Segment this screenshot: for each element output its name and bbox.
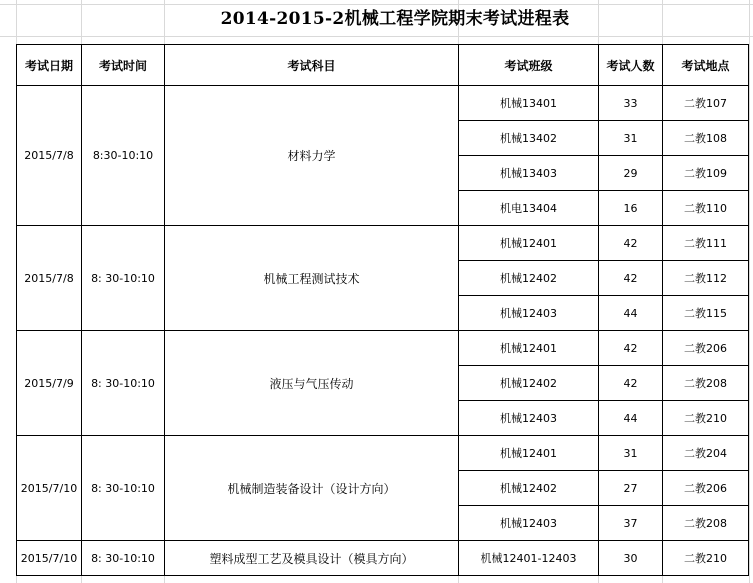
header-exam-room[interactable]: 考试地点 bbox=[663, 45, 749, 86]
header-exam-class[interactable]: 考试班级 bbox=[459, 45, 599, 86]
exam-date-cell[interactable]: 2015/7/10 bbox=[17, 436, 82, 541]
exam-class-cell[interactable]: 机电13404 bbox=[459, 191, 599, 226]
page-title: 2014-2015-2机械工程学院期末考试进程表 bbox=[220, 9, 570, 29]
exam-room-cell[interactable]: 二教112 bbox=[663, 261, 749, 296]
exam-room-cell[interactable]: 二教204 bbox=[663, 436, 749, 471]
exam-room-cell[interactable]: 二教210 bbox=[663, 401, 749, 436]
exam-count-cell[interactable]: 16 bbox=[599, 191, 663, 226]
exam-count-cell[interactable]: 42 bbox=[599, 331, 663, 366]
exam-room-cell[interactable]: 二教210 bbox=[663, 541, 749, 576]
exam-count-cell[interactable]: 27 bbox=[599, 471, 663, 506]
table-row bbox=[17, 331, 749, 366]
exam-room-cell[interactable]: 二教115 bbox=[663, 296, 749, 331]
exam-room-cell[interactable]: 二教110 bbox=[663, 191, 749, 226]
exam-date-cell[interactable]: 2015/7/8 bbox=[17, 226, 82, 331]
exam-count-cell[interactable]: 42 bbox=[599, 261, 663, 296]
exam-date-cell[interactable]: 2015/7/8 bbox=[17, 86, 82, 226]
exam-room-cell[interactable]: 二教109 bbox=[663, 156, 749, 191]
exam-count-cell[interactable]: 30 bbox=[599, 541, 663, 576]
exam-subject-cell[interactable]: 材料力学 bbox=[165, 86, 459, 226]
exam-subject-cell[interactable]: 机械制造装备设计（设计方向） bbox=[165, 436, 459, 541]
table-row bbox=[17, 436, 749, 471]
exam-count-cell[interactable]: 29 bbox=[599, 156, 663, 191]
exam-room-cell[interactable]: 二教208 bbox=[663, 506, 749, 541]
exam-class-cell[interactable]: 机械13401 bbox=[459, 86, 599, 121]
exam-class-cell[interactable]: 机械12402 bbox=[459, 261, 599, 296]
exam-subject-cell[interactable]: 机械工程测试技术 bbox=[165, 226, 459, 331]
table-row bbox=[17, 86, 749, 121]
exam-room-cell[interactable]: 二教206 bbox=[663, 471, 749, 506]
exam-class-cell[interactable]: 机械13402 bbox=[459, 121, 599, 156]
header-exam-count[interactable]: 考试人数 bbox=[599, 45, 663, 86]
exam-class-cell[interactable]: 机械12401-12403 bbox=[459, 541, 599, 576]
exam-count-cell[interactable]: 42 bbox=[599, 366, 663, 401]
exam-date-cell[interactable]: 2015/7/10 bbox=[17, 541, 82, 576]
sheet-gridline bbox=[0, 36, 753, 37]
exam-room-cell[interactable]: 二教206 bbox=[663, 331, 749, 366]
exam-room-cell[interactable]: 二教107 bbox=[663, 86, 749, 121]
exam-room-cell[interactable]: 二教208 bbox=[663, 366, 749, 401]
exam-time-cell[interactable]: 8:30-10:10 bbox=[82, 86, 165, 226]
exam-time-cell[interactable]: 8: 30-10:10 bbox=[82, 331, 165, 436]
exam-class-cell[interactable]: 机械12402 bbox=[459, 366, 599, 401]
exam-time-cell[interactable]: 8: 30-10:10 bbox=[82, 226, 165, 331]
exam-schedule-table bbox=[16, 44, 749, 576]
exam-count-cell[interactable]: 31 bbox=[599, 121, 663, 156]
exam-class-cell[interactable]: 机械13403 bbox=[459, 156, 599, 191]
sheet-gridline bbox=[749, 0, 750, 583]
exam-count-cell[interactable]: 31 bbox=[599, 436, 663, 471]
exam-class-cell[interactable]: 机械12403 bbox=[459, 401, 599, 436]
exam-time-cell[interactable]: 8: 30-10:10 bbox=[82, 541, 165, 576]
table-row bbox=[17, 541, 749, 576]
header-exam-time[interactable]: 考试时间 bbox=[82, 45, 165, 86]
exam-count-cell[interactable]: 44 bbox=[599, 401, 663, 436]
exam-room-cell[interactable]: 二教108 bbox=[663, 121, 749, 156]
table-row bbox=[17, 226, 749, 261]
exam-class-cell[interactable]: 机械12402 bbox=[459, 471, 599, 506]
header-exam-date[interactable]: 考试日期 bbox=[17, 45, 82, 86]
exam-class-cell[interactable]: 机械12401 bbox=[459, 436, 599, 471]
exam-subject-cell[interactable]: 塑料成型工艺及模具设计（模具方向） bbox=[165, 541, 459, 576]
exam-count-cell[interactable]: 37 bbox=[599, 506, 663, 541]
exam-class-cell[interactable]: 机械12401 bbox=[459, 226, 599, 261]
exam-count-cell[interactable]: 33 bbox=[599, 86, 663, 121]
exam-date-cell[interactable]: 2015/7/9 bbox=[17, 331, 82, 436]
exam-count-cell[interactable]: 42 bbox=[599, 226, 663, 261]
exam-subject-cell[interactable]: 液压与气压传动 bbox=[165, 331, 459, 436]
exam-room-cell[interactable]: 二教111 bbox=[663, 226, 749, 261]
exam-count-cell[interactable]: 44 bbox=[599, 296, 663, 331]
exam-class-cell[interactable]: 机械12403 bbox=[459, 506, 599, 541]
exam-class-cell[interactable]: 机械12403 bbox=[459, 296, 599, 331]
exam-class-cell[interactable]: 机械12401 bbox=[459, 331, 599, 366]
exam-time-cell[interactable]: 8: 30-10:10 bbox=[82, 436, 165, 541]
sheet-gridline bbox=[0, 4, 753, 5]
header-row bbox=[17, 45, 749, 86]
header-exam-subject[interactable]: 考试科目 bbox=[165, 45, 459, 86]
